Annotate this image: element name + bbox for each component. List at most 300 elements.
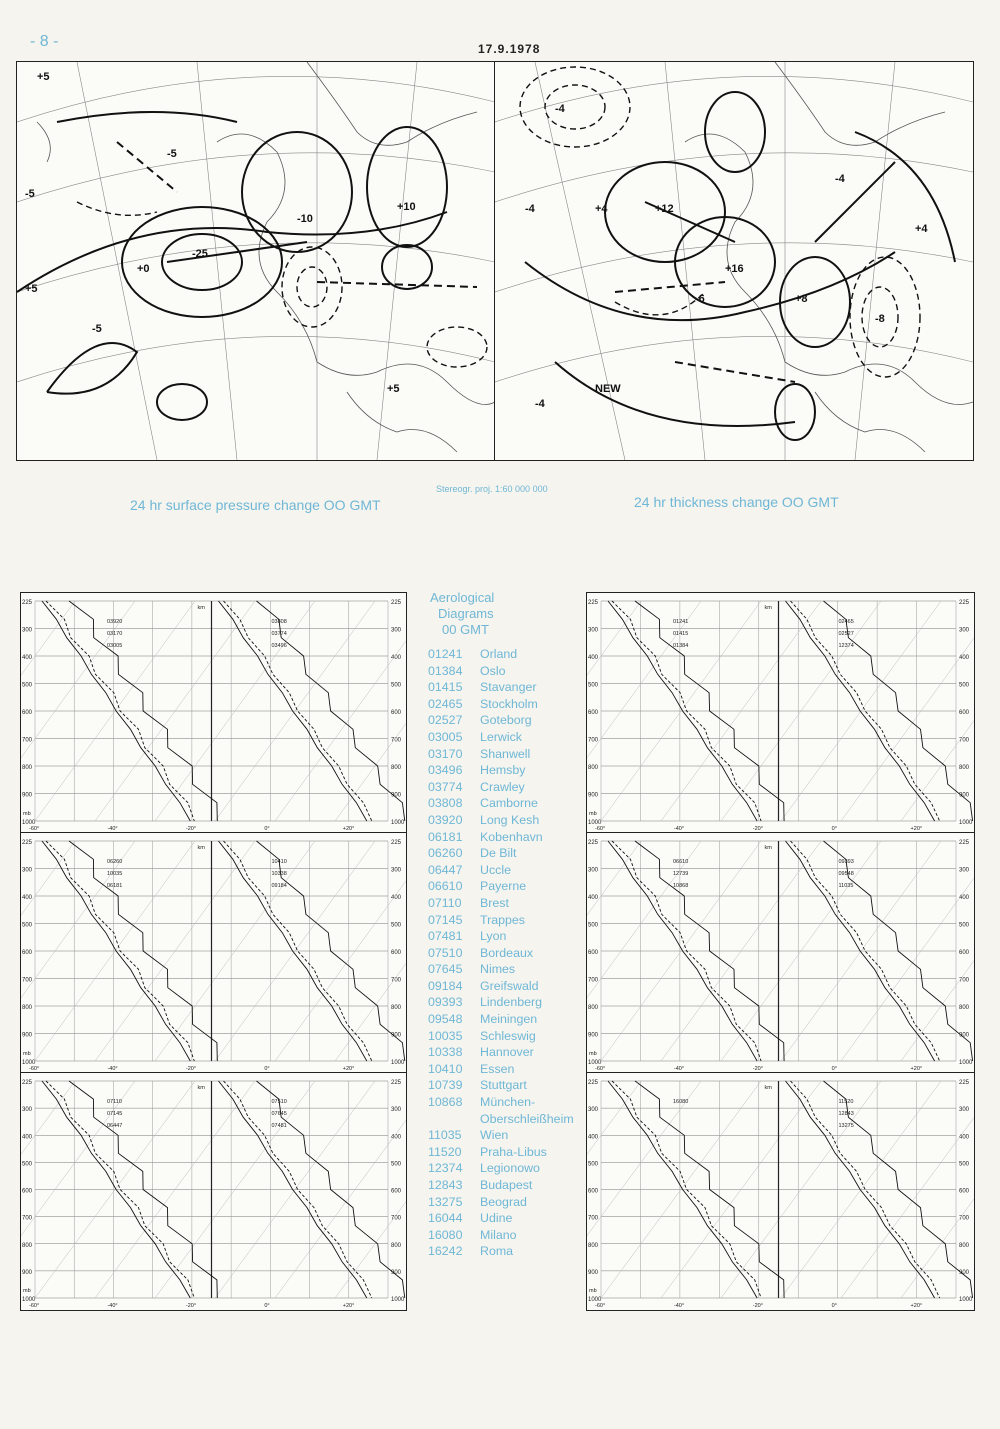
pressure-label: 300 <box>588 867 599 874</box>
map-labels <box>525 103 928 410</box>
station-code: 12374 <box>428 1161 463 1176</box>
map-label: -10 <box>297 213 313 225</box>
aerological-diagram-panel <box>586 1072 975 1311</box>
station-code-label: 07145 <box>107 1111 123 1117</box>
pressure-label: 300 <box>588 627 599 634</box>
map-label: +4 <box>915 223 928 235</box>
pressure-label: 800 <box>391 1242 402 1249</box>
pressure-label: 500 <box>959 682 970 689</box>
pressure-label: 400 <box>391 1134 402 1141</box>
pressure-label: 400 <box>588 655 599 661</box>
station-row <box>428 1077 598 1094</box>
station-code-label: 06181 <box>107 883 123 889</box>
temperature-tick: -20° <box>752 1066 763 1072</box>
pressure-label: 225 <box>22 1080 33 1086</box>
pressure-label: 1000 <box>959 1060 973 1066</box>
station-name: Crawley <box>480 779 525 794</box>
station-name: Beograd <box>480 1194 527 1209</box>
station-row <box>428 762 598 779</box>
pressure-label: 1000 <box>959 820 973 826</box>
pressure-label: 900 <box>391 1269 402 1276</box>
station-code-label: 03920 <box>107 619 123 625</box>
station-code-label: 02527 <box>838 631 854 637</box>
pressure-label: 400 <box>22 1134 33 1141</box>
temperature-tick: -40° <box>673 1303 685 1309</box>
station-code-label: 07481 <box>271 1123 287 1129</box>
station-row <box>428 961 598 978</box>
station-name: Legionowo <box>480 1161 540 1176</box>
station-name: Bordeaux <box>480 945 534 960</box>
station-code: 01415 <box>428 680 463 695</box>
station-code-label: 03808 <box>271 619 287 625</box>
station-row <box>428 862 598 879</box>
station-code-label: 01415 <box>673 631 689 637</box>
station-code-label: 10868 <box>673 883 689 889</box>
pressure-label: 225 <box>959 1080 970 1086</box>
units-mb: mb <box>589 1288 597 1294</box>
station-row <box>428 1144 598 1161</box>
station-row <box>428 1011 598 1028</box>
station-code-label: 09184 <box>271 883 287 889</box>
temperature-tick: -40° <box>107 826 118 832</box>
station-code: 12843 <box>428 1178 463 1192</box>
station-name: Lerwick <box>480 729 522 744</box>
station-row <box>428 1227 598 1244</box>
station-code: 09548 <box>428 1012 463 1027</box>
pressure-label: 225 <box>391 600 402 606</box>
station-row <box>428 1094 599 1114</box>
pressure-label: 800 <box>22 1005 33 1011</box>
station-name: Udine <box>480 1211 513 1226</box>
station-name: Oslo <box>480 663 506 678</box>
station-code: 09393 <box>428 995 463 1010</box>
station-row <box>428 1243 598 1260</box>
station-name: Camborne <box>480 796 538 811</box>
station-row <box>428 696 598 713</box>
pressure-label: 1000 <box>391 820 405 826</box>
map-label: +10 <box>397 201 416 213</box>
pressure-label: 1000 <box>959 1297 973 1303</box>
pressure-label: 300 <box>959 627 970 634</box>
pressure-label: 300 <box>391 627 402 634</box>
map-label: +5 <box>387 383 400 395</box>
station-row <box>428 679 598 696</box>
pressure-label: 225 <box>391 1080 402 1086</box>
pressure-label: 900 <box>959 1032 970 1039</box>
pressure-label: 500 <box>391 682 402 689</box>
pressure-label: 900 <box>22 792 33 799</box>
station-name: Shanwell <box>480 746 531 761</box>
station-name: Goteborg <box>480 713 532 728</box>
temperature-tick: 0° <box>831 1303 837 1309</box>
pressure-label: 900 <box>959 1269 970 1276</box>
pressure-label: 500 <box>391 1161 402 1168</box>
station-code: 11520 <box>428 1144 462 1159</box>
temperature-tick: 0° <box>264 1066 270 1072</box>
station-code-label: 03170 <box>107 631 123 637</box>
diagram-drawing <box>21 1073 406 1310</box>
station-code: 03774 <box>428 779 463 794</box>
pressure-label: 225 <box>22 600 33 606</box>
station-row <box>428 1127 598 1144</box>
pressure-label: 800 <box>959 1005 970 1011</box>
temperature-tick: 0° <box>264 1303 270 1309</box>
station-code-label: 06260 <box>107 859 123 865</box>
temperature-tick: +20° <box>910 1303 923 1309</box>
coastlines <box>685 62 973 452</box>
map-label: +16 <box>725 263 744 275</box>
station-code-label: 12739 <box>673 871 689 877</box>
station-name: Roma <box>480 1244 514 1259</box>
map-label: -8 <box>875 313 885 325</box>
station-code: 03005 <box>428 729 463 744</box>
temperature-tick: -60° <box>29 1303 40 1309</box>
station-row <box>428 845 598 862</box>
temperature-tick: +20° <box>910 826 923 832</box>
pressure-label: 400 <box>22 655 33 661</box>
station-code-label: 03005 <box>107 643 123 649</box>
station-row <box>428 1177 598 1194</box>
thickness-map-drawing <box>495 62 973 460</box>
station-code: 07645 <box>428 962 463 977</box>
station-name: Stavanger <box>480 680 537 695</box>
station-code-label: 07645 <box>271 1111 287 1117</box>
units-km: km <box>764 1085 772 1091</box>
station-code-label: 16080 <box>673 1099 689 1105</box>
station-code <box>428 1111 480 1128</box>
pressure-label: 700 <box>22 1215 33 1222</box>
pressure-label: 600 <box>959 1188 970 1195</box>
map-label: -4 <box>555 103 565 115</box>
temperature-tick: +20° <box>342 826 355 832</box>
pressure-label: 500 <box>588 682 599 689</box>
pressure-label: 300 <box>22 627 33 634</box>
station-name: Lindenberg <box>480 995 543 1010</box>
legend-title-line: Diagrams <box>438 606 494 621</box>
diagram-drawing <box>587 1073 974 1310</box>
station-row <box>428 1044 598 1061</box>
pressure-label: 300 <box>959 867 970 874</box>
pressure-label: 225 <box>588 840 599 846</box>
temperature-tick: -20° <box>752 1303 763 1309</box>
pressure-label: 700 <box>391 977 402 984</box>
station-code-label: 03496 <box>271 643 287 649</box>
aerological-diagram-panel <box>20 592 407 834</box>
station-code-label: 01241 <box>673 619 689 625</box>
pressure-label: 800 <box>22 1242 33 1249</box>
map-label: -4 <box>835 173 845 185</box>
pressure-label: 400 <box>959 895 970 901</box>
surface-pressure-change-map <box>16 61 496 461</box>
pressure-label: 1000 <box>588 1297 602 1303</box>
station-name: Payerne <box>480 879 527 894</box>
units-km: km <box>197 1085 205 1091</box>
pressure-label: 1000 <box>22 820 36 826</box>
map-label: +8 <box>795 293 808 305</box>
station-name: De Bilt <box>480 846 517 861</box>
pressure-label: 900 <box>22 1032 33 1039</box>
station-code-label: 13275 <box>838 1123 854 1129</box>
pressure-label: 400 <box>959 1134 970 1141</box>
temperature-tick: -20° <box>185 1303 197 1309</box>
station-row <box>428 646 598 663</box>
temperature-tick: 0° <box>831 826 837 832</box>
station-row <box>428 779 598 796</box>
units-mb: mb <box>23 1288 31 1294</box>
pressure-label: 300 <box>959 1107 970 1114</box>
station-code: 06447 <box>428 862 463 877</box>
map-label: +0 <box>137 263 150 275</box>
pressure-label: 900 <box>959 792 970 799</box>
pressure-label: 700 <box>391 737 402 744</box>
station-code: 07510 <box>428 945 463 960</box>
pressure-label: 400 <box>391 895 402 901</box>
pressure-label: 1000 <box>22 1297 36 1303</box>
station-code: 02527 <box>428 713 463 728</box>
pressure-label: 600 <box>391 710 402 716</box>
station-name: Long Kesh <box>480 812 540 827</box>
thickness-change-map <box>494 61 974 461</box>
surface-pressure-map-drawing <box>17 62 495 460</box>
temperature-tick: -40° <box>673 1066 685 1072</box>
station-code: 01384 <box>428 663 463 678</box>
pressure-label: 600 <box>22 710 33 716</box>
aerological-diagram-panel <box>586 592 975 834</box>
pressure-label: 800 <box>588 1242 599 1249</box>
station-row <box>428 1111 598 1128</box>
graticule <box>17 62 495 460</box>
station-code: 03496 <box>428 763 463 778</box>
temperature-tick: -40° <box>107 1066 118 1072</box>
temperature-tick: -20° <box>185 826 197 832</box>
diagram-drawing <box>21 833 406 1073</box>
page-number: - 8 - <box>30 33 59 50</box>
diagram-drawing <box>587 833 974 1073</box>
station-name: Uccle <box>480 862 511 877</box>
pressure-label: 800 <box>588 765 599 771</box>
station-name: Milano <box>480 1227 517 1242</box>
right-map-caption: 24 hr thickness change OO GMT <box>634 494 839 510</box>
pressure-label: 600 <box>588 710 599 716</box>
pressure-label: 700 <box>391 1215 402 1222</box>
station-code: 03170 <box>428 746 463 761</box>
units-mb: mb <box>23 1051 31 1057</box>
pressure-label: 300 <box>391 867 402 874</box>
pressure-label: 600 <box>22 1188 33 1195</box>
station-name: Hannover <box>480 1045 534 1060</box>
units-mb: mb <box>23 811 31 817</box>
temperature-tick: -40° <box>107 1303 118 1309</box>
station-code-label: 11035 <box>838 883 854 889</box>
pressure-label: 500 <box>391 922 402 929</box>
pressure-label: 1000 <box>588 1060 602 1066</box>
pressure-label: 700 <box>22 737 33 744</box>
pressure-label: 500 <box>588 922 599 929</box>
graticule <box>495 62 973 460</box>
pressure-label: 600 <box>959 950 970 956</box>
station-code: 06610 <box>428 879 463 894</box>
station-row <box>428 746 598 763</box>
pressure-label: 400 <box>391 655 402 661</box>
left-map-caption: 24 hr surface pressure change OO GMT <box>130 497 381 513</box>
station-code: 10338 <box>428 1045 463 1060</box>
aerological-diagram-panel <box>586 832 975 1074</box>
station-name: Oberschleißheim <box>480 1111 574 1126</box>
temperature-tick: -60° <box>595 1303 606 1309</box>
station-row <box>428 1210 598 1227</box>
units-km: km <box>764 605 772 611</box>
pressure-label: 1000 <box>391 1060 405 1066</box>
station-row <box>428 1194 598 1211</box>
station-row <box>428 663 598 680</box>
station-name: Budapest <box>480 1178 533 1192</box>
pressure-label: 900 <box>391 792 402 799</box>
page-date: 17.9.1978 <box>478 42 541 56</box>
station-code: 13275 <box>428 1194 463 1209</box>
station-name: Lyon <box>480 929 507 944</box>
pressure-label: 225 <box>391 840 402 846</box>
station-row <box>428 978 598 995</box>
temperature-tick: -20° <box>752 826 763 832</box>
station-name: Trappes <box>480 912 525 927</box>
station-row <box>428 829 598 846</box>
station-code-label: 09393 <box>838 859 854 865</box>
pressure-label: 600 <box>391 1188 402 1195</box>
station-name: Essen <box>480 1061 515 1076</box>
map-label: -4 <box>535 398 545 410</box>
map-label: NEW <box>595 383 621 395</box>
map-label: -5 <box>167 148 177 160</box>
projection-note: Stereogr. proj. 1:60 000 000 <box>436 484 548 494</box>
temperature-tick: 0° <box>831 1066 837 1072</box>
pressure-label: 1000 <box>22 1060 36 1066</box>
station-code-label: 06610 <box>673 859 689 865</box>
pressure-label: 225 <box>959 600 970 606</box>
station-row <box>428 729 598 746</box>
pressure-label: 700 <box>588 1215 599 1222</box>
pressure-label: 225 <box>588 600 599 606</box>
station-code: 11035 <box>428 1128 462 1143</box>
station-code-label: 10410 <box>271 859 287 865</box>
aerological-diagram-panel <box>20 832 407 1074</box>
pressure-label: 600 <box>959 710 970 716</box>
station-name: Greifswald <box>480 978 539 993</box>
station-row <box>428 878 598 895</box>
pressure-label: 600 <box>391 950 402 956</box>
temperature-tick: -60° <box>29 1066 40 1072</box>
station-row <box>428 895 598 912</box>
pressure-label: 900 <box>588 792 599 799</box>
pressure-label: 1000 <box>391 1297 405 1303</box>
station-name: Stockholm <box>480 696 538 711</box>
pressure-label: 900 <box>391 1032 402 1039</box>
pressure-label: 500 <box>588 1161 599 1168</box>
station-code: 07481 <box>428 929 463 944</box>
station-code-label: 12374 <box>838 643 854 649</box>
legend-title-line: Aerological <box>430 590 495 605</box>
station-code-label: 09548 <box>838 871 854 877</box>
station-code-label: 11520 <box>838 1099 854 1105</box>
map-label: -5 <box>92 323 102 335</box>
station-code: 01241 <box>428 647 463 661</box>
pressure-label: 400 <box>588 1134 599 1141</box>
station-row <box>428 912 598 929</box>
station-code: 06181 <box>428 829 463 844</box>
station-code: 16044 <box>428 1211 463 1226</box>
units-mb: mb <box>589 1051 597 1057</box>
station-code: 10739 <box>428 1078 463 1093</box>
pressure-label: 500 <box>959 1161 970 1168</box>
pressure-label: 500 <box>22 1161 33 1168</box>
temperature-tick: -60° <box>595 1066 606 1072</box>
station-code: 16242 <box>428 1244 463 1259</box>
station-name: Orland <box>480 647 518 661</box>
coastlines <box>37 62 495 452</box>
pressure-label: 700 <box>959 1215 970 1222</box>
pressure-label: 900 <box>588 1269 599 1276</box>
station-code: 09184 <box>428 978 463 993</box>
station-code-label: 10035 <box>107 871 123 877</box>
units-km: km <box>764 845 772 851</box>
station-row <box>428 1061 598 1078</box>
station-row <box>428 1160 598 1177</box>
pressure-label: 500 <box>959 922 970 929</box>
station-code: 07145 <box>428 912 463 927</box>
temperature-tick: -60° <box>29 826 40 832</box>
pressure-label: 1000 <box>588 820 602 826</box>
station-code: 03920 <box>428 812 463 827</box>
diagram-drawing <box>21 593 406 833</box>
station-code: 10868 <box>428 1095 463 1110</box>
station-name: Praha-Libus <box>480 1144 547 1159</box>
station-code-label: 06447 <box>107 1123 123 1129</box>
pressure-label: 600 <box>588 950 599 956</box>
station-name: Kobenhavn <box>480 829 543 844</box>
map-label: -25 <box>192 248 208 260</box>
map-label: -5 <box>25 188 35 200</box>
units-km: km <box>197 605 205 611</box>
station-code: 02465 <box>428 696 463 711</box>
station-row <box>428 792 599 812</box>
temperature-tick: -20° <box>185 1066 197 1072</box>
pressure-label: 600 <box>588 1188 599 1195</box>
pressure-label: 700 <box>588 977 599 984</box>
station-name: Nimes <box>480 962 516 977</box>
station-code-label: 12843 <box>838 1111 854 1117</box>
pressure-label: 225 <box>959 840 970 846</box>
diagram-drawing <box>587 593 974 833</box>
station-code-label: 02465 <box>838 619 854 625</box>
temperature-tick: +20° <box>342 1303 355 1309</box>
station-code: 10410 <box>428 1061 463 1076</box>
pressure-label: 300 <box>391 1107 402 1114</box>
pressure-label: 800 <box>391 765 402 771</box>
pressure-label: 300 <box>588 1107 599 1114</box>
pressure-label: 700 <box>959 737 970 744</box>
station-row <box>428 994 598 1011</box>
map-label: -6 <box>695 293 705 305</box>
units-km: km <box>197 845 205 851</box>
map-label: +4 <box>595 203 608 215</box>
station-row <box>428 712 598 729</box>
pressure-label: 500 <box>22 922 33 929</box>
station-name: Brest <box>480 895 509 910</box>
pressure-label: 800 <box>22 765 33 771</box>
station-name: Wien <box>480 1128 509 1143</box>
pressure-label: 500 <box>22 682 33 689</box>
temperature-tick: -60° <box>595 826 606 832</box>
temperature-tick: +20° <box>342 1066 355 1072</box>
